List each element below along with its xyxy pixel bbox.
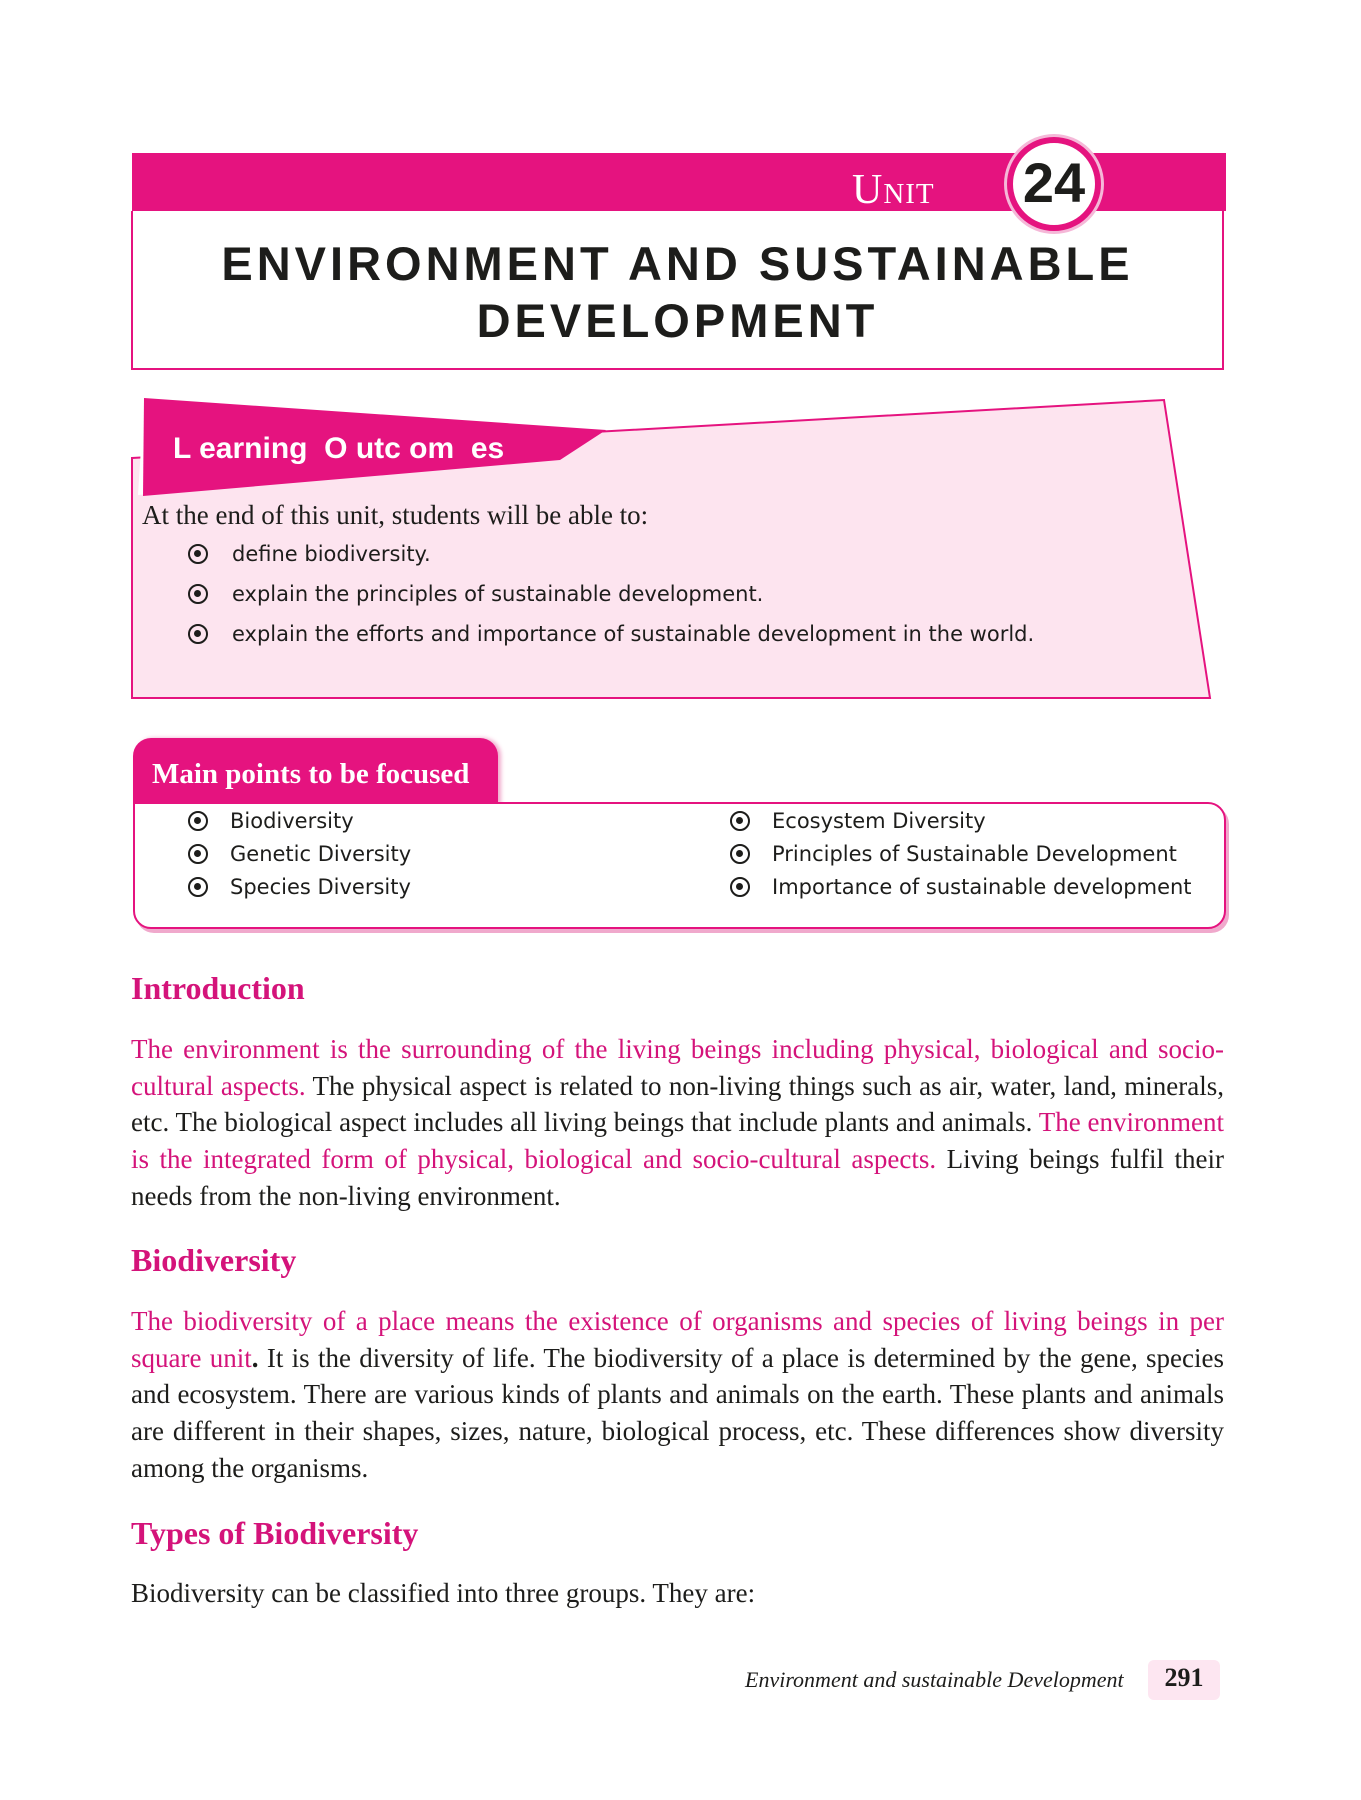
page-title-line-1: ENVIRONMENT AND SUSTAINABLE <box>221 237 1134 290</box>
main-point-item: Biodiversity <box>188 809 354 833</box>
target-bullet-icon <box>188 811 208 831</box>
learning-outcomes-box <box>0 0 1361 720</box>
target-bullet-icon <box>188 624 208 644</box>
unit-number: 24 <box>1022 151 1086 214</box>
target-bullet-icon <box>188 844 208 864</box>
learning-outcomes-title: L earning O utc om es <box>173 432 505 465</box>
biodiversity-paragraph: The biodiversity of a place means the existence of organisms and species of living beings in per square unit. It is the diversity of life. The biodiversity of a place is determined by the gene, species and ecosystem. There are various kinds of plants and animals on the earth. These plants and animals are different in their shapes, sizes, nature, biological process, etc. These differences show diversity among the organisms. <box>131 1306 1224 1483</box>
types-paragraph: Biodiversity can be classified into three groups. They are: <box>131 1578 756 1608</box>
introduction-heading: Introduction <box>131 970 305 1006</box>
main-points-label: Main points to be focused <box>152 758 470 790</box>
target-bullet-icon <box>188 877 208 897</box>
main-point-item: Genetic Diversity <box>188 842 411 866</box>
main-point-item: Importance of sustainable development <box>730 875 1192 899</box>
main-point-item: Ecosystem Diversity <box>730 809 986 833</box>
main-point-item: Principles of Sustainable Development <box>730 842 1177 866</box>
outcome-item: define biodiversity. <box>188 542 431 566</box>
page-number: 291 <box>1164 1663 1204 1692</box>
outcome-item: explain the principles of sustainable development. <box>188 582 763 606</box>
types-heading: Types of Biodiversity <box>131 1515 419 1551</box>
main-point-item: Species Diversity <box>188 875 411 899</box>
biodiversity-heading: Biodiversity <box>131 1242 297 1278</box>
introduction-paragraph: The environment is the surrounding of the living beings including physical, biological and socio-cultural aspects. The physical aspect is related to non-living things such as air, water, land, minerals, etc. The biological aspect includes all living beings that include plants and animals. The environment is the integrated form of physical, biological and socio-cultural aspects. Living beings fulfil their needs from the non-living environment. <box>131 1034 1225 1211</box>
outcome-item: explain the efforts and importance of sustainable development in the world. <box>188 622 1034 646</box>
target-bullet-icon <box>188 584 208 604</box>
target-bullet-icon <box>188 544 208 564</box>
page-title-line-2: DEVELOPMENT <box>476 294 879 347</box>
target-bullet-icon <box>730 811 750 831</box>
running-title: Environment and sustainable Development <box>745 1667 1124 1692</box>
learning-outcomes-intro: At the end of this unit, students will be able to: <box>142 500 649 530</box>
target-bullet-icon <box>730 877 750 897</box>
unit-label: Unit <box>852 167 935 213</box>
target-bullet-icon <box>730 844 750 864</box>
